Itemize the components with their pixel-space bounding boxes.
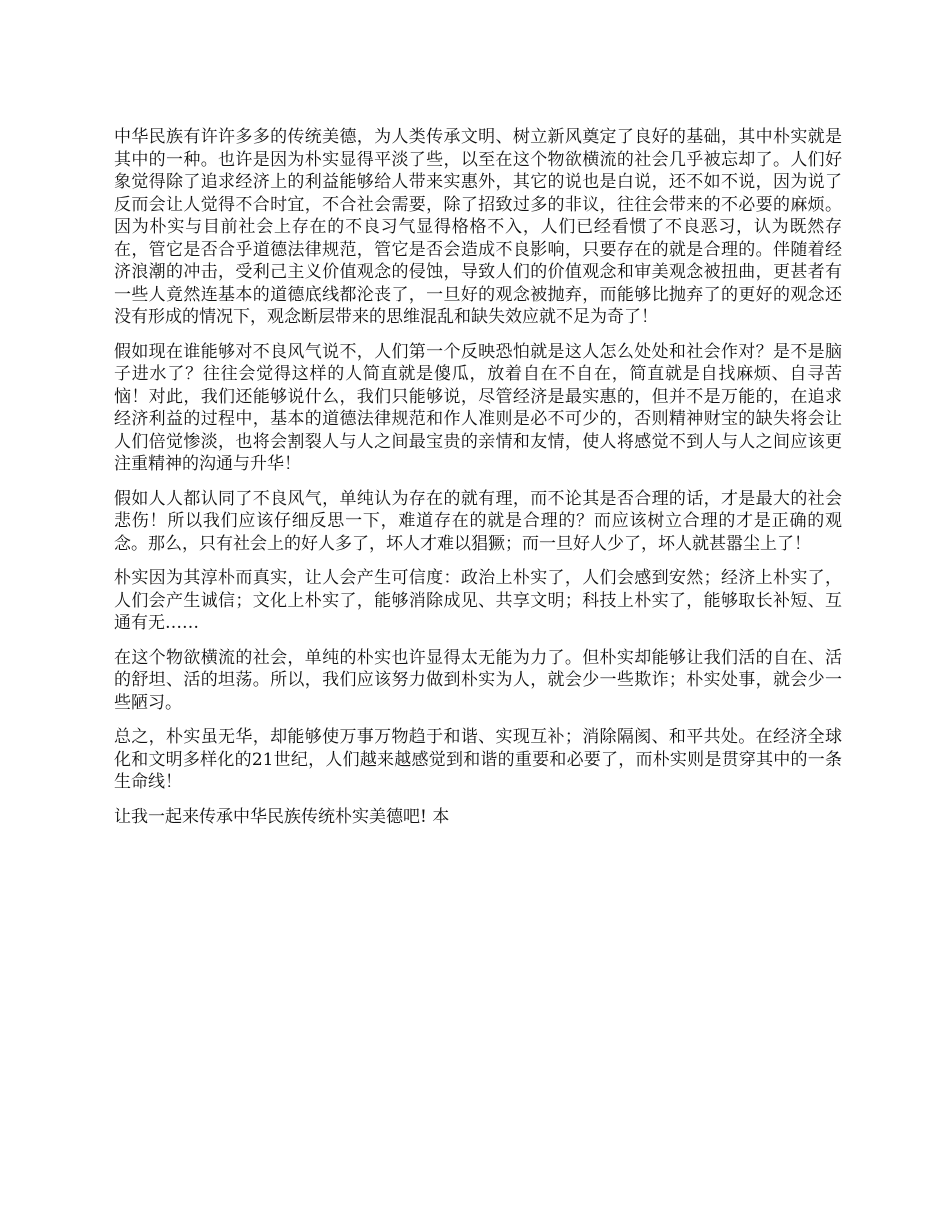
paragraph-6: 总之，朴实虽无华，却能够使万事万物趋于和谐、实现互补；消除隔阂、和平共处。在经济全球化和文明多样化的21世纪，人们越来越感觉到和谐的重要和必要了，而朴实则是贯穿其中的一条生命线！ [114, 727, 842, 792]
paragraph-5: 在这个物欲横流的社会，单纯的朴实也许显得太无能为力了。但朴实却能够让我们活的自在、活的舒坦、活的坦荡。所以，我们应该努力做到朴实为人，就会少一些欺诈；朴实处事，就会少一些陋习。 [114, 647, 842, 713]
paragraph-2: 假如现在谁能够对不良风气说不，人们第一个反映恐怕就是这人怎么处处和社会作对？是不是脑子进水了？往往会觉得这样的人简直就是傻瓜，放着自在不自在，简直就是自找麻烦、自寻苦恼！对此，我们还能够说什么，我们只能够说，尽管经济是最实惠的，但并不是万能的，在追求经济利益的过程中，基本的道德法律规范和作人准则是必不可少的，否则精神财宝的缺失将会让人们倍觉惨淡，也将会割裂人与人之间最宝贵的亲情和友情，使人将感觉不到人与人之间应该更注重精神的沟通与升华！ [114, 341, 842, 474]
paragraph-4: 朴实因为其淳朴而真实，让人会产生可信度：政治上朴实了，人们会感到安然；经济上朴实了，人们会产生诚信；文化上朴实了，能够消除成见、共享文明；科技上朴实了，能够取长补短、互通有无…… [114, 568, 842, 633]
paragraph-3: 假如人人都认同了不良风气，单纯认为存在的就有理，而不论其是否合理的话，才是最大的社会悲伤！所以我们应该仔细反思一下，难道存在的就是合理的？而应该树立合理的才是正确的观念。那么，只有社会上的好人多了，坏人才难以猖獗；而一旦好人少了，坏人就甚嚣尘上了！ [114, 488, 842, 554]
document-body [114, 126, 842, 840]
paragraph-7: 让我一起来传承中华民族传统朴实美德吧! 本 [114, 806, 450, 827]
paragraph-1: 中华民族有许许多多的传统美德，为人类传承文明、树立新风奠定了良好的基础，其中朴实就是其中的一种。也许是因为朴实显得平淡了些，以至在这个物欲横流的社会几乎被忘却了。人们好象觉得除了追求经济上的利益能够给人带来实惠外，其它的说也是白说，还不如不说，因为说了反而会让人觉得不合时宜，不合社会需要，除了招致过多的非议，往往会带来的不必要的麻烦。因为朴实与目前社会上存在的不良习气显得格格不入，人们已经看惯了不良恶习，认为既然存在，管它是否合乎道德法律规范，管它是否会造成不良影响，只要存在的就是合理的。伴随着经济浪潮的冲击，受利己主义价值观念的侵蚀，导致人们的价值观念和审美观念被扭曲，更甚者有一些人竟然连基本的道德底线都沦丧了，一旦好的观念被抛弃，而能够比抛弃了的更好的观念还没有形成的情况下，观念断层带来的思维混乱和缺失效应就不足为奇了！ [114, 127, 842, 327]
